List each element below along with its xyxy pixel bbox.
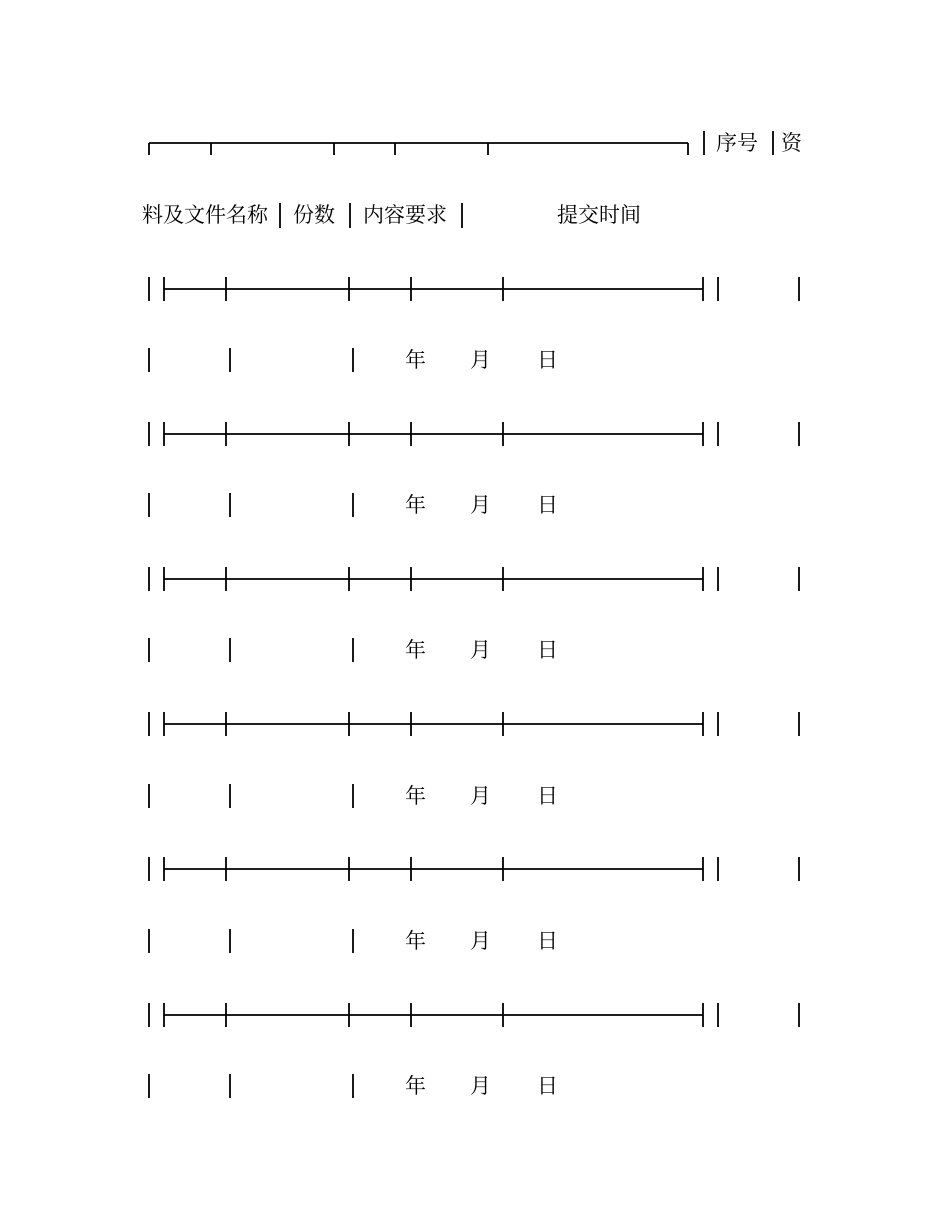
header-seq-label: 序号 <box>716 131 758 155</box>
date-month-label: 月 <box>470 929 491 953</box>
date-day-label: 日 <box>537 784 558 808</box>
date-month-label: 月 <box>470 784 491 808</box>
date-year-label: 年 <box>405 493 426 517</box>
header-content-label: 内容要求 <box>363 203 447 227</box>
date-day-label: 日 <box>537 348 558 372</box>
date-day-label: 日 <box>537 929 558 953</box>
date-year-label: 年 <box>405 929 426 953</box>
date-year-label: 年 <box>405 1074 426 1098</box>
date-year-label: 年 <box>405 784 426 808</box>
date-month-label: 月 <box>470 638 491 662</box>
date-day-label: 日 <box>537 1074 558 1098</box>
date-year-label: 年 <box>405 348 426 372</box>
date-month-label: 月 <box>470 493 491 517</box>
header-zi-char: 资 <box>781 131 802 155</box>
date-month-label: 月 <box>470 1074 491 1098</box>
date-day-label: 日 <box>537 638 558 662</box>
header-copies-label: 份数 <box>293 203 335 227</box>
date-day-label: 日 <box>537 493 558 517</box>
date-month-label: 月 <box>470 348 491 372</box>
date-year-label: 年 <box>405 638 426 662</box>
header-name-label: 料及文件名称 <box>142 203 268 227</box>
header-time-label: 提交时间 <box>557 203 641 227</box>
